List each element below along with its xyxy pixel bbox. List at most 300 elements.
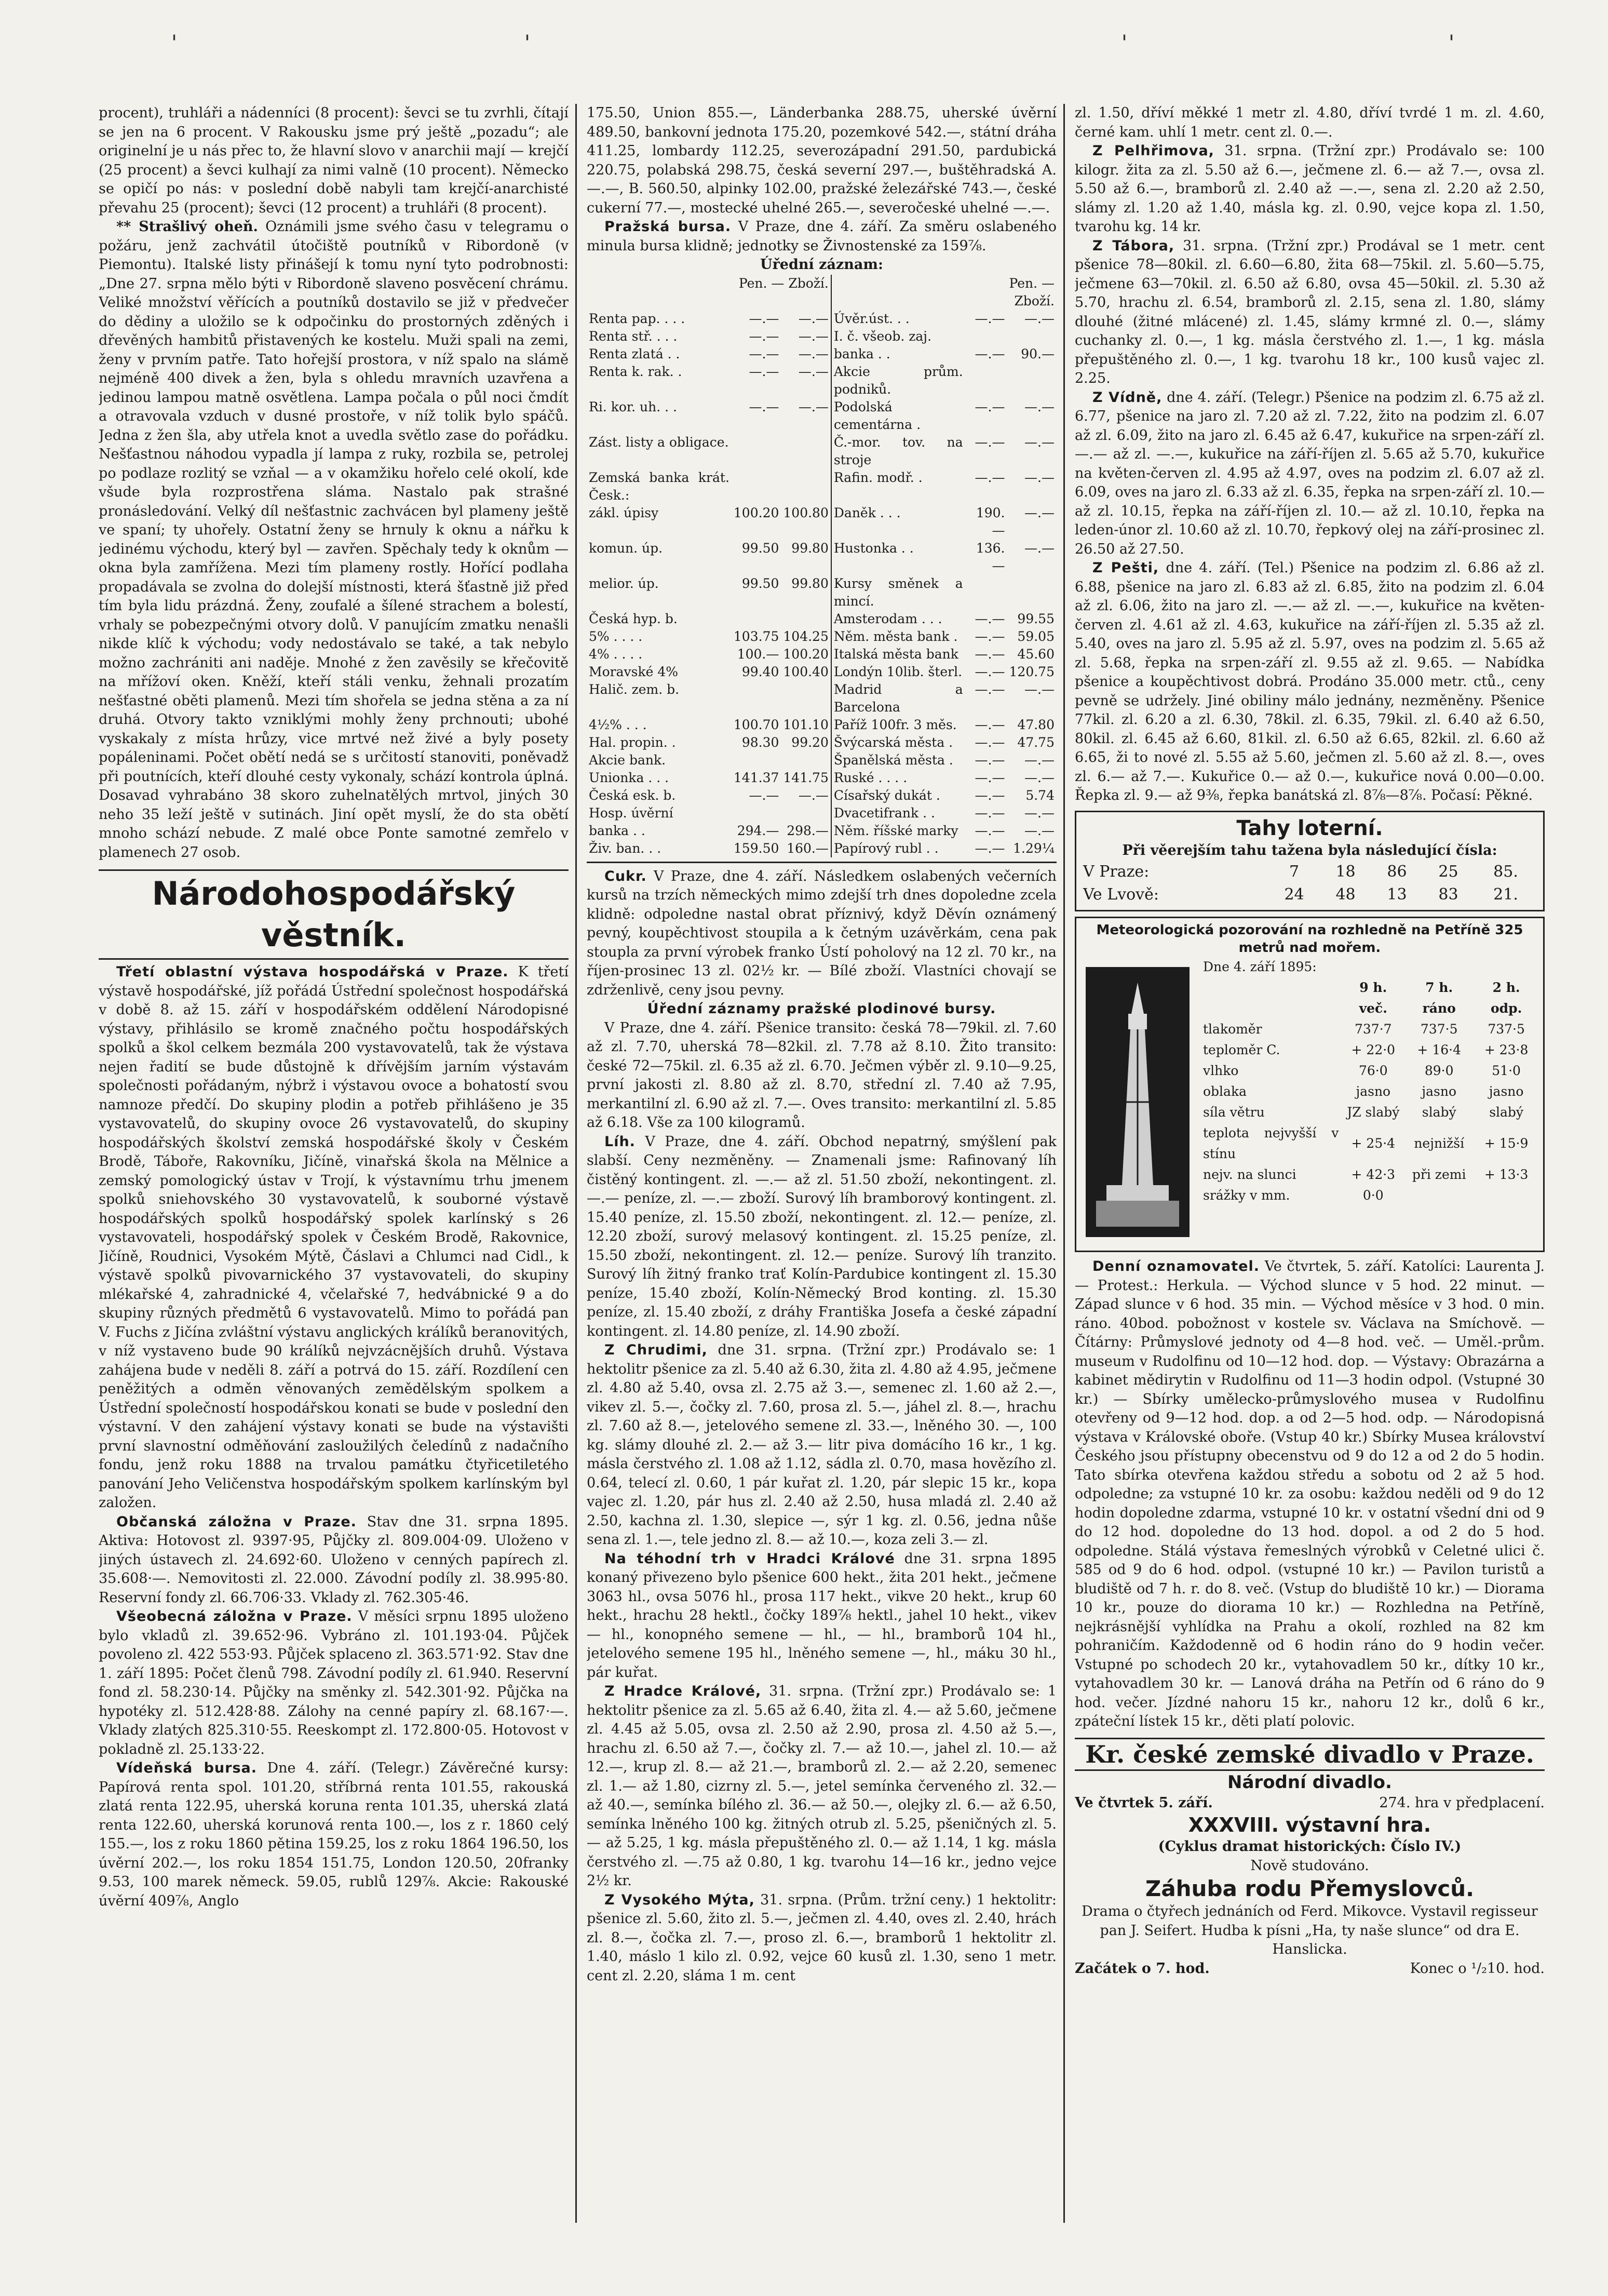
article-heading: Denní oznamovatel.: [1092, 1258, 1260, 1274]
theatre-note: Nově studováno.: [1250, 1857, 1369, 1874]
table-cell: 100.40: [783, 664, 829, 679]
table-row: [587, 628, 1057, 646]
meteo-value: 89·0: [1424, 1063, 1454, 1078]
meteo-label: tlakoměr: [1203, 1022, 1262, 1037]
table-cell: 294.—: [737, 823, 779, 838]
table-row: [587, 646, 1057, 663]
table-cell: —.—: [749, 311, 779, 326]
table-cell: —.—: [975, 752, 1005, 768]
table-cell: [965, 575, 1007, 610]
meteo-date: Dne 4. září 1895:: [1203, 959, 1317, 974]
table-cell: Hal. propin. .: [589, 734, 676, 750]
meteo-row: [1200, 1040, 1539, 1060]
theatre-date-row: [1075, 1794, 1545, 1813]
column-1: [99, 104, 569, 2223]
lottery-number: 21.: [1493, 885, 1518, 904]
table-cell: —.—: [975, 664, 1005, 679]
table-cell: Něm. města bank .: [831, 628, 965, 646]
table-cell: Kursy směnek a mincí.: [831, 575, 965, 610]
table-cell: —.—: [975, 805, 1005, 821]
article-text: Oznámili jsme svého času v telegramu o požáru, jenž zachvátil útočiště poutníků v Ribordoně (v Piemontu). Italské listy přinášejí k tomu nyní tyto podrobnosti: „Dne 27. srpna mělo býti v Ribordoně slaveno posvěcení chrámu. Veliké množství věřících a poutníků dostavilo se již v předvečer do dědiny a uložilo se k odpočinku do prostorných zděných i dřevěných hambitů přistavených ke kostelu. Muži spali na zemi, ženy v prvním patře. Tato hořejší prostora, v níž spalo na slámě nejméně 400 divek a žen, byla s ohledu mravních uzavřena a jedinou lampou matně osvětlena. Lampa počala o půl noci čmdít a otravovala vzduch v dusné prostoře, v níž tolik bylo spáčů. Jedna z žen šla, aby utřela knot a uvedla světlo zase do pořádku. Nešťastnou náhodou vypadla jí lampa z ruky, rozbila se, petrolej po podlaze rozlitý se vzňal — a v okamžiku hořelo celé okolí, kde všude byla rozprostřena sláma. Nastalo pak strašné pronásledování. Velký díl nešťastnic zachvácen byl plameny ještě ve spaní; ty uhořely. Ostatní ženy se hrnuly k oknu a nářku k jedinému východu, který byl — zavřen. Spěchaly tedy k oknům — okna byla zamřížena. Mezi tím plameny rostly. Hořící podlaha propadávala se zvolna do dolejší místnosti, která šťastně již před tím byla lidu prázdná. Ženy, zoufalé a šílené strachem a bolestí, vrhaly se pobezpečnými otvory dolů. V panujícím zmatku nenašli nikde klíč k východu; vody nedostávalo se také, a tak nebylo možno zachrániti ani naděje. Mnohé z žen zavěsily se křečovitě na mřížoví oken. Kněží, kteří stáli venku, žehnali prozatím nešťastné oběti plamenů. Mezi tím shořela se jedna stěna a za ní druhá. Otvory takto vzniklými mohly ženy prchnouti; ubohé vyskakaly z místa hrůzy, vice mrtvé než živé a byly posety popáleninami. Počet obětí nedá se s určitostí stanoviti, poněvadž při poutnících, kteří dlouhé cesty vykonaly, schází kontrola úplná. Dosavad vyhrabáno 38 skoro zuhelnatělých mrtvol, jiných 30 neho 35 leží ještě v sutinách. Jiní opět myslí, že do sta obětí mnoho schází nebude. Z malé obce Ponte samotné zemřelo v plamenech 27 osob.: [99, 219, 569, 861]
theatre-end: Konec o ¹/₂10. hod.: [1410, 1960, 1545, 1977]
table-cell: Švýcarská města .: [831, 734, 965, 751]
table-cell: —.—: [975, 681, 1005, 697]
divider: [587, 862, 1057, 863]
article-paragraph: [1075, 559, 1545, 805]
table-cell: Renta pap. . . .: [589, 311, 685, 326]
table-row: [587, 751, 1057, 769]
table-cell: —.—: [975, 628, 1005, 644]
table-cell: [781, 469, 831, 504]
table-cell: 103.75: [733, 628, 779, 644]
article-text: V Praze, dne 4. září. Obchod nepatrný, smýšlení pak slabší. Ceny nezměněny. — Znamenali jsme: Rafinovaný líh čistěný kontingent. zl. —.— až zl. 51.50 zboží, nekontingent. zl. —.— peníze, zl. —.— zboží. Surový líh bramborový kontingent. zl. 15.40 peníze, zl. 15.50 zboží, nekontingent. zl. 12.— peníze, zl. 12.20 zboží, surový melasový kontingent. zl. 15.25 peníze, zl. 15.50 zboží, nekontingent. zl. 12.— peníze. Surový líh tranzito. Surový líh žitný franko trať Kolín-Pardubice kontingent zl. 15.30 peníze, 15.40 zboží, Kolín-Německý Brod konting. zl. 15.30 peníze, zl. 15.40 zboží, z dráhy Františka Josefa a české západní kontingent. zl. 14.80 peníze, zl. 14.90 zboží.: [587, 1133, 1057, 1339]
table-cell: 99.20: [791, 734, 829, 750]
table-cell: 47.75: [1017, 734, 1055, 750]
article-heading: Z Vysokého Mýta,: [604, 1891, 755, 1908]
meteo-row: [1200, 1081, 1539, 1102]
table-cell: Ri. kor. uh. . .: [589, 399, 677, 414]
table-cell: —.—: [798, 311, 829, 326]
table-cell: —.—: [1024, 681, 1055, 697]
article-paragraph: [1075, 237, 1545, 388]
meteo-value: 76·0: [1358, 1063, 1388, 1078]
table-cell: 100.70: [733, 717, 779, 732]
column-3: [1075, 104, 1545, 2223]
table-cell: 5.74: [1025, 787, 1055, 803]
article-text: dne 4. září. (Telegr.) Pšenice na podzim zl. 6.75 až zl. 6.77, pšenice na jaro zl. 7.20 až zl. 7.22, žito na podzim zl. 6.07 až zl. 6.09, žito na jaro zl. 6.45 až 6.47, kukuřice na srpen-září zl. —.— až zl. —.—, kukuřice na září-říjen zl. 5.65 až 5.70, kukuřice na květen-červen zl. 4.95 až 4.97, oves na podzim zl. 6.07 až zl. 6.09, oves na jaro zl. 6.33 až zl. 6.35, řepka na srpen-září zl. 10.— až zl. 10.15, řepka na září-říjen zl. 10.— až zl. 10.10, řepka na leden-únor zl. 10.60 až zl. 10.70, řepkový olej na září-prosinec zl. 26.50 až 27.50.: [1075, 389, 1545, 557]
lottery-row: [1083, 861, 1537, 883]
article-text: K třetí výstavě hospodářské, jíž pořádá Ústřední společnost hospodářská v době 8. až 15. září v hospodářském oddělení Národopisné výstavy, přihlásilo se kromě značného počtu hospodářských spolků a škol celkem bezmála 200 vystavovatelů, tak že výstava nejen řadití se bude důstojně k dřívějším jarním výstavám společnosti pořádaným, nýbrž i výstavou ovoce a bohatostí svou namnoze předčí. Do skupiny plodin a potřeb přihlášeno je 35 vystavovatelů, do skupiny ovoce 26 vystavovatelů, do skupiny hospodářských školství zemská hospodářské školy v Českém Brodě, Táboře, Rakovníku, Jičíně, vinařská škola na Mělnice a zemský pomologický ústav v Trojí, k výstavnímu trhu jmenem spolků sniehovského 30 vystavovatelů, k souborné výstavě hospodářských spolků hospodářský spolek karlínský s 26 vystavovateli, hospodářský spolek v Českém Brodě, Rakovnice, Jičíně, Roudnici, Vysokém Mýtě, Čáslavi a Chlumci nad Cidl., k výstavě spolků pivovarnického 37 vystavovateli, do skupiny mlékařské 4, zahradnické 4, včelařské 7, hedvábnické 9 a do skupiny různých předmětů 6 vystavovatelů. Mimo to pořádá pan V. Fuchs z Jičína zvláštní výstavu anglických králíků beranovitých, v níž vystaveno bude 90 králíků nejvzácnějších druhů. Výstava zahájena bude v neděli 8. září a potrvá do 15. září. Rozdílení cen peněžitých a odměn věnovaných zemědělským spolkem a Ústřední společností hospodářskou konati se bude v poslední den výstavní. V den zahájení výstavy konati se bude na výstavišti první slavnostní odměňování zasloužilých čeledínů z nadačního fondu, jenž roku 1888 na trvalou památku čtyřicetiletého panování Jeho Veličenstva hospodářským spolkem karlínským byl založen.: [99, 964, 569, 1511]
table-cell: 100.—: [737, 646, 779, 662]
top-mark-4: ': [1449, 31, 1454, 55]
theatre-show: XXXVIII. výstavní hra.: [1188, 1814, 1431, 1836]
table-cell: Něm. říšské marky: [831, 822, 965, 840]
meteo-value: + 42·3: [1351, 1167, 1396, 1182]
meteo-label: síla větru: [1203, 1105, 1265, 1120]
table-cell: Španělská města .: [831, 751, 965, 769]
table-cell: —.—: [975, 787, 1005, 803]
top-mark-1: ': [171, 31, 177, 55]
table-cell: —.—: [975, 734, 1005, 750]
meteo-row: [1200, 1019, 1539, 1040]
article-paragraph: [99, 1513, 569, 1608]
article-text: 31. srpna. (Tržní zpr.) Prodávalo se: 1 hektolitr pšenice za zl. 5.65 až 6.40, žita zl. 4.— až 5.60, ječmene zl. 4.45 až 5.05, ovsa zl. 2.50 až 2.90, prosa zl. 4.50 až 5.—, hrachu zl. 6.50 až 7.—, čočky zl. 7.— až 10.—, jahel zl. 10.— až 12.—, krup zl. 8.— až 21.—, bramborů zl. 2.— až 2.20, semenec zl. 1.— až 1.80, cizrny zl. 5.—, jetel semínka červeného zl. 32.— až 40.—, semínka bílého zl. 36.— až 50.—, olejky zl. 6.— až 6.50, semínka lněného 100 kg. žitných otrub zl. 5.25, pšeničných zl. 5.— až 5.25, 1 kg. másla přepuštěného zl. 0.— až 1.14, 1 kg. másla čerstvého zl. —.75 až 0.80, 1 kg. tvarohu 14—16 kr., jedno vejce 2½ kr.: [587, 1683, 1057, 1889]
table-cell: 101.10: [783, 717, 829, 732]
table-cell: Česká esk. b.: [589, 787, 676, 803]
lottery-title: Tahy loterní.: [1236, 816, 1383, 840]
article-paragraph: [99, 1759, 569, 1911]
meteo-label: srážky v mm.: [1203, 1188, 1290, 1203]
table-cell: 98.30: [741, 734, 779, 750]
meteo-value: JZ slabý: [1347, 1105, 1400, 1120]
table-cell: —.—: [975, 434, 1005, 450]
table-cell: —.—: [749, 399, 779, 414]
table-row: [587, 504, 1057, 540]
article-paragraph: [1075, 142, 1545, 237]
lottery-city: V Praze:: [1083, 863, 1150, 881]
table-cell: Akcie prům. podniků.: [831, 363, 965, 398]
table-cell: [1007, 328, 1057, 345]
meteo-row: [1200, 1060, 1539, 1081]
meteo-value: + 13·3: [1484, 1167, 1529, 1182]
table-cell: Amsterodam . . .: [831, 610, 965, 628]
article-heading: Pražská bursa.: [604, 219, 732, 235]
meteo-label: teploměr C.: [1203, 1042, 1280, 1057]
article-text: procent), truhláři a nádenníci (8 procent): ševci se tu zvrhli, čítají se jen na 6 procent. V Rakousku jsme prý ještě „pozadu“; ale originelní je u nás přec to, že hlavní slovo v anarchii mají — krejčí (25 procent) a ševci kulhají za nimi valně (10 procent). Německo se opičí po nás: v poslední době nabyli tam krejčí-anarchisté převahu 25 (procent); ševci (12 procent) a truhláři (8 procent).: [99, 105, 569, 216]
lottery-row: [1083, 884, 1537, 906]
article-heading: Z Vídně,: [1092, 389, 1163, 406]
table-cell: 298.—: [787, 823, 829, 838]
table-cell: Paříž 100fr. 3 měs.: [831, 716, 965, 734]
table-cell: —.—: [975, 469, 1005, 485]
table-cell: [965, 328, 1007, 345]
top-mark-2: ': [524, 31, 530, 55]
newspaper-page: [99, 104, 1547, 2223]
table-cell: Ruské . . . .: [831, 769, 965, 787]
table-row: [587, 787, 1057, 804]
table-row: [587, 769, 1057, 787]
table-cell: 100.20: [783, 646, 829, 662]
table-cell: Halič. zem. b.: [589, 681, 680, 697]
article-text: V Praze, dne 4. září. Pšenice transito: česká 78—79kil. zl. 7.60 až zl. 7.70, uherská 78—82kil. zl. 7.78 až 8.10. Žito transito: české 72—75kil. zl. 6.35 až zl. 6.70. Ječmen výběr zl. 9.10—9.25, první jakosti zl. 8.80 až zl. 8.70, střední zl. 7.40 až 7.95, merkantilní zl. 6.90 až zl. 7.—. Oves transito: merkantilní zl. 5.85 až 6.18. Vše za 100 kilogramů.: [587, 1019, 1057, 1131]
table-header: Pen. — Zboží.: [1009, 275, 1055, 308]
table-row: [587, 345, 1057, 363]
table-cell: —.—: [975, 311, 1005, 326]
meteo-value: + 15·9: [1484, 1136, 1529, 1151]
table-cell: —.—: [749, 328, 779, 344]
article-paragraph: [587, 1341, 1057, 1550]
table-cell: —.—: [1024, 540, 1055, 556]
table-cell: I. č. všeob. zaj.: [831, 328, 965, 345]
meteo-value: jasno: [1422, 1084, 1457, 1099]
table-cell: Česká hyp. b.: [589, 611, 678, 626]
meteo-row: [1200, 1123, 1539, 1164]
meteo-value: + 25·4: [1351, 1136, 1396, 1151]
table-cell: 5% . . . .: [589, 628, 643, 644]
table-cell: 141.75: [783, 770, 829, 785]
article-paragraph: [587, 867, 1057, 1000]
table-cell: —.—: [975, 346, 1005, 361]
meteo-value: 0·0: [1362, 1188, 1384, 1203]
article-paragraph: [1075, 388, 1545, 559]
table-cell: —.—: [975, 611, 1005, 626]
theatre-cycle: (Cyklus dramat historických: Číslo IV.): [1158, 1838, 1462, 1855]
table-row: [587, 734, 1057, 751]
lottery-number: 18: [1335, 863, 1356, 881]
table-cell: 99.80: [791, 540, 829, 556]
article-text: Dne 4. září. (Telegr.) Závěrečné kursy: Papírová renta spol. 101.20, stříbrná renta 101.55, rakouská zlatá renta 122.95, uherská koruna renta 101.35, uherská zlatá renta 122.60, uherská korunová renta 100.—, los z r. 1860 celý 155.—, los z roku 1860 pětina 159.25, los z roku 1864 196.50, los úvěrní 202.—, los roku 1854 151.75, London 120.50, 20franky 9.53, 100 marek německ. 59.05, rublů 129⅞. Akcie: Rakouské úvěrní 409⅞, Anglo: [99, 1760, 569, 1909]
meteo-value: nejnižší: [1414, 1136, 1465, 1151]
table-cell: 100.20: [733, 505, 779, 520]
table-row: [587, 540, 1057, 575]
article-text: 31. srpna. (Prům. tržní ceny.) 1 hektolitr: pšenice zl. 5.60, žito zl. 5.—, ječmen zl. 4.40, oves zl. 2.40, hrách zl. 8.—, čočka zl. 7.—, proso zl. 6.—, bramborů 1 hektolitr zl. 1.40, máslo 1 kilo zl. 0.92, vejce 60 kusů zl. 1.30, seno 1 metr. cent zl. 2.20, sláma 1 m. cent: [587, 1891, 1057, 1984]
table-cell: —.—: [1024, 311, 1055, 326]
table-cell: Rafin. modř. .: [831, 469, 965, 504]
table-cell: Unionka . . .: [589, 770, 669, 785]
meteo-label: nejv. na slunci: [1203, 1167, 1296, 1182]
table-row: [587, 663, 1057, 681]
article-text: V Praze, dne 4. září. Za směru oslabeného minula bursa klidně; jednotky se Živnostenské za 159⅞.: [587, 219, 1057, 254]
lottery-number: 13: [1387, 885, 1407, 904]
table-cell: —.—: [975, 770, 1005, 785]
article-heading: Úřední záznamy pražské plodinové bursy.: [647, 1001, 996, 1017]
table-cell: 99.80: [791, 575, 829, 591]
meteo-value: 737·7: [1355, 1022, 1392, 1037]
table-cell: Úvěr.úst. . .: [831, 310, 965, 328]
article-paragraph: [99, 218, 569, 862]
table-cell: —.—: [1024, 399, 1055, 414]
meteo-box: [1075, 917, 1545, 1252]
article-paragraph: [587, 1682, 1057, 1891]
article-heading: Třetí oblastní výstava hospodářská v Praze.: [116, 964, 509, 980]
lottery-number: 85.: [1493, 863, 1518, 881]
table-cell: —.—: [1024, 434, 1055, 450]
table-cell: [732, 681, 781, 716]
meteo-header-row: [1200, 977, 1539, 1019]
table-cell: [965, 363, 1007, 398]
table-cell: [781, 751, 831, 769]
table-cell: komun. úp.: [589, 540, 663, 556]
table-row: [587, 434, 1057, 469]
table-row: [587, 310, 1057, 328]
column-rule: [1063, 104, 1065, 2223]
meteo-value: při zemi: [1412, 1167, 1466, 1182]
table-cell: Dvacetifrank . .: [831, 804, 965, 822]
article-text: Stav dne 31. srpna 1895. Aktiva: Hotovost zl. 9397·95, Půjčky zl. 809.004·09. Uloženo v jiných ústavech zl. 24.692·60. Uloženo v cenných papírech zl. 35.608·—. Nemovitosti zl. 22.000. Závodní podíly zl. 38.995·80. Reservní fondy zl. 66.706·33. Vklady zl. 762.305·46.: [99, 1513, 569, 1606]
meteo-value: [1404, 1185, 1474, 1206]
table-cell: —.—: [975, 823, 1005, 838]
article-text: dne 31. srpna. (Tržní zpr.) Prodávalo se: 1 hektolitr pšenice za zl. 5.40 až 6.30, žita zl. 4.80 až 4.95, ječmene zl. 4.80 až 5.40, ovsa zl. 2.75 až 3.—, semenec zl. 1.60 až 2.—, vikev zl. 5.—, čočky zl. 7.60, prosa zl. 5.—, jáhel zl. 8.—, hrachu zl. 7.60 až 8.—, jetelového semene zl. 33.—, lněného 30. —, 100 kg. slámy dlouhé zl. 2.— až 3.— litr piva domácího 16 kr., 1 kg. másla čerstvého zl. 1.08 až 1.12, sádla zl. 0.70, masa hovězího zl. 0.64, telecí zl. 0.60, 1 pár kuřat zl. 1.20, pár slepic 15 kr., kopa vajec zl. 1.20, pár hus zl. 2.40 až 2.50, husa mladá zl. 2.40 až 2.50, kachna zl. 1.30, slepice —, sýr 1 kg. zl. 0.56, jedna nůše sena zl. 1.—, tele jedno zl. 8.— až 10.—, koza zeli 3.— zl.: [587, 1342, 1057, 1548]
table-cell: melior. úp.: [589, 575, 659, 591]
table-cell: 1.29¼: [1013, 840, 1055, 856]
table-cell: —.—: [1024, 752, 1055, 768]
meteo-value: slabý: [1422, 1105, 1456, 1120]
table-cell: [781, 804, 831, 822]
article-text: Ve čtvrtek, 5. září. Katolíci: Laurenta J. — Protest.: Herkula. — Východ slunce v 5 hod. 22 minut. — Západ slunce v 6 hod. 35 min. — Východ měsíce v 3 hod. 0 min. ráno. 40bod. pobožnost v kostele sv. Václava na Smíchově. — Čítárny: Průmyslové jednoty od 4—8 hod. več. — Uměl.-prům. museum v Rudolfinu od 10—12 hod. dop. — Výstavy: Obrazárna a kabinet mědirytin v Rudolfinu od 11—3 hodin odpol. (Vstupné 30 kr.) — Sbírky umělecko-průmyslového musea v Rudolfinu otevřeny od 9—12 hod. dop. a od 2—5 hod. odp. — Národopisná výstava v Královské oboře. (Vstup 40 kr.) Sbírky Musea království Českého jsou přístupny obecenstvu od 9 do 12 a od 2 do 5 hodin. Tato sbírka otevřena každou středu a sobotu od 2 až 5 hod. odpoledne; za vstupné 10 kr. za osobu: každou neděli od 9 do 12 hodin dopoledne zdarma, vstupné 10 kr. v ostatní všední dni od 9 do 12 hod. dopoledne do 13 hod. dopol. a od 2 do 5 hod. odpoledne. Stálá výstava řemeslných výrobků v Celetné ulici č. 585 od 9 do 6 hod. odpol. (vstupné 10 kr.) — Pavilon turistů a bludiště od 7 h. r. do 8. več. (Vstup do bludiště 10 kr.) — Diorama 10 kr., pouze do diorama 10 kr.) — Rozhledna na Petříně, nejkrásnější vyhlídka na Prahu a okolí, rozhled na 82 km pohraničím. Každodenně od 6 hodin ráno do 9 hodin večer. Vstupné po schodech 20 kr., vytahovadlem 50 kr., dítky 10 kr., vytahovadlem 30 kr. — Lanová dráha na Petřín od 6 ráno do 9 hod. večer. Jízdné nahoru 15 kr., nahoru 12 kr., dolů 6 kr., zpáteční lístek 15 kr., děti platí polovic.: [1075, 1258, 1545, 1729]
rozhledna-tower-illustration: [1086, 967, 1190, 1237]
table-cell: [1007, 363, 1057, 398]
lottery-number: 24: [1284, 885, 1304, 904]
meteo-value: [1474, 1185, 1539, 1206]
lottery-subtitle: Při věerejším tahu tažena byla následující čísla:: [1122, 842, 1497, 858]
table-cell: 45.60: [1017, 646, 1055, 662]
table-cell: Zemská banka krát. Česk.:: [589, 469, 729, 503]
theatre-description: Drama o čtyřech jednáních od Ferd. Mikovce. Vystavil regisseur pan J. Seifert. Hudba k písni „Ha, ty naše slunce“ od dra E. Hanslicka.: [1082, 1903, 1538, 1957]
table-cell: 90.—: [1021, 346, 1055, 361]
table-caption: Úřední záznam:: [760, 257, 883, 273]
table-cell: 4% . . . .: [589, 646, 643, 662]
meteo-label: teplota nejvyšší v stínu: [1203, 1125, 1339, 1161]
table-cell: —.—: [975, 840, 1005, 856]
table-row: [587, 840, 1057, 857]
lottery-number: 7: [1289, 863, 1300, 881]
table-cell: —.—: [1024, 823, 1055, 838]
table-cell: —.—: [975, 646, 1005, 662]
table-cell: Akcie bank.: [589, 752, 666, 768]
bourse-table: [587, 275, 1057, 857]
table-cell: [1007, 575, 1057, 610]
table-cell: 104.25: [783, 628, 829, 644]
table-cell: —.—: [975, 399, 1005, 414]
table-cell: Londýn 10lib. šterl.: [831, 663, 965, 681]
theatre-start: Začátek o 7. hod.: [1075, 1960, 1210, 1977]
table-row: [587, 716, 1057, 734]
column-rule: [575, 104, 577, 2223]
table-cell: zákl. úpisy: [589, 505, 659, 520]
table-cell: —.—: [975, 717, 1005, 732]
article-paragraph: [587, 1133, 1057, 1341]
table-cell: 99.40: [741, 664, 779, 679]
meteo-title: Meteorologická pozorování na rozhledně na Petříně 325 metrů nad mořem.: [1096, 922, 1523, 956]
table-row: [587, 398, 1057, 434]
meteo-body: [1080, 957, 1539, 1247]
meteo-label: vlhko: [1203, 1063, 1239, 1078]
table-cell: [732, 804, 781, 822]
table-cell: Hosp. úvěrní: [589, 805, 673, 821]
meteo-label: oblaka: [1203, 1084, 1247, 1099]
table-cell: banka . .: [831, 345, 965, 363]
table-cell: 141.37: [733, 770, 779, 785]
meteo-value: + 23·8: [1484, 1042, 1529, 1057]
table-row: [587, 804, 1057, 822]
article-heading: Všeobecná záložna v Praze.: [116, 1608, 353, 1624]
table-cell: —.—: [749, 346, 779, 361]
table-cell: 59.05: [1017, 628, 1055, 644]
column-2: [587, 104, 1057, 2223]
table-row: [587, 822, 1057, 840]
table-cell: Hustonka . .: [831, 540, 965, 575]
theatre-subscription: 274. hra v předplacení.: [1379, 1794, 1545, 1811]
theatre-subtitle: Národní divadlo.: [1227, 1771, 1392, 1793]
article-text: dne 4. září. (Tel.) Pšenice na podzim zl. 6.86 až zl. 6.88, pšenice na jaro zl. 6.83 až zl. 6.85, žito na podzim zl. 6.04 až zl. 6.06, žito na jaro zl. —.— až zl. —.—, kukuřice na květen-červen zl. 4.61 až zl. 4.63, kukuřice na září-říjen zl. 5.35 až zl. 5.40, oves na jaro zl. 5.95 až zl. 5.97, oves na podzim zl. 5.65 až zl. 5.68, řepka na srpen-září zl. 9.55 až zl. 9.65. — Nabídka pšenice a koupěchtivost dobrá. Prodáno 35.000 metr. ctů., ceny pevně se udržely. Jiné obiliny málo jednány, nezměněny. Pšenice 77kil. zl. 6.20 a zl. 6.30, 78kil. zl. 6.35, 79kil. zl. 6.40 až 6.50, 80kil. zl. 6.45 až 6.60, 81kil. zl. 6.50 až 6.65, 82kil. zl. 6.60 až 6.65, ži to nové zl. 5.55 až 5.60, ječmen zl. 5.60 až zl. 8.—, oves zl. 6.— až 7.—. Kukuřice 0.— až 0.—, kukuřice nová 0.00—0.00. Řepka zl. 9.— až 9⅜, řepka banátská zl. 8⅞—8⅞. Počasí: Pěkné.: [1075, 560, 1545, 803]
article-paragraph: [99, 1607, 569, 1759]
table-cell: 47.80: [1017, 717, 1055, 732]
table-cell: Podolská cementárna .: [831, 398, 965, 434]
table-cell: —.—: [798, 346, 829, 361]
article-text: 31. srpna. (Tržní zpr.) Prodával se 1 metr. cent pšenice 78—80kil. zl. 6.60—6.80, žita 68—75kil. zl. 5.60—5.75, ječmene 63—70kil. zl. 6.50 až 6.80, ovsa 45—50kil. zl. 5.30 až 5.70, hrachu zl. 6.54, bramborů zl. 2.15, sena zl. 1.80, slámy dlouhé (žitné mlácené) zl. 1.45, slámy krmné zl. 0.—, slámy cuchanky zl. 0.—, 1 kg. másla čerstvého zl. 1.—, 1 kg. másla přepuštěného zl. 0.—, 1 kg. tvarohu 18 kr., 100 kusů vajec zl. 2.25.: [1075, 237, 1545, 386]
table-row: [587, 681, 1057, 716]
meteo-header: 9 h. več.: [1359, 980, 1387, 1016]
table-cell: [781, 610, 831, 628]
table-cell: —.—: [749, 364, 779, 379]
meteo-header: 7 h. ráno: [1422, 980, 1456, 1016]
meteo-row: [1200, 1102, 1539, 1123]
meteo-header: 2 h. odp.: [1490, 980, 1522, 1016]
table-row: [587, 363, 1057, 398]
lottery-number: 86: [1387, 863, 1407, 881]
table-cell: —.—: [1024, 805, 1055, 821]
table-header-row: [587, 275, 1057, 310]
table-cell: 99.50: [741, 540, 779, 556]
table-cell: 159.50: [733, 840, 779, 856]
article-text: V měsíci srpnu 1895 uloženo bylo vkladů zl. 39.652·96. Vybráno zl. 101.193·04. Půjček povoleno zl. 422 553·93. Půjček splaceno zl. 363.571·92. Stav dne 1. září 1895: Počet členů 798. Závodní podíly zl. 61.940. Reservní fond zl. 58.230·14. Půjčky na směnky zl. 542.301·92. Půjčka na hypotéky zl. 512.428·88. Zálohy na cenné papíry zl. 68.167·—. Vklady zlatých 825.310·55. Reeskompt zl. 172.800·05. Hotovost v pokladně zl. 25.133·22.: [99, 1608, 569, 1757]
table-cell: [781, 681, 831, 716]
article-heading: Na téhodní trh v Hradci Králové: [604, 1550, 895, 1567]
top-mark-3: ': [1121, 31, 1127, 55]
article-paragraph: [99, 963, 569, 1513]
article-text: 175.50, Union 855.—, Länderbanka 288.75, uherské úvěrní 489.50, bankovní jednota 175.20, pozemkové 542.—, státní dráha 411.25, lombardy 112.25, severozápadní 291.50, pardubická 220.75, polabská 298.75, česká severní 297.—, buštěhradská A. —.—, B. 560.50, alpinky 102.00, pražské železářské 743.—, české cukerní 77.—, mostecké uhelné 265.—, severočeské uhelné —.—.: [587, 105, 1057, 216]
table-cell: 136.—: [976, 540, 1005, 573]
meteo-value: 737·5: [1420, 1022, 1458, 1037]
table-cell: Č.-mor. tov. na stroje: [831, 434, 965, 469]
table-cell: Renta k. rak. .: [589, 364, 682, 379]
article-paragraph: [587, 1550, 1057, 1683]
meteo-value: 51·0: [1492, 1063, 1521, 1078]
table-cell: —.—: [1024, 770, 1055, 785]
article-heading: Z Chrudimi,: [604, 1342, 708, 1358]
meteo-row: [1200, 1164, 1539, 1185]
table-cell: [732, 434, 781, 469]
table-cell: [781, 434, 831, 469]
table-cell: Madrid a Barcelona: [831, 681, 965, 716]
table-cell: —.—: [798, 328, 829, 344]
table-cell: Císařský dukát .: [831, 787, 965, 804]
article-heading: Cukr.: [604, 868, 647, 884]
meteo-value: 737·5: [1488, 1022, 1525, 1037]
table-cell: Renta zlatá . .: [589, 346, 680, 361]
article-text: dne 31. srpna 1895 konaný přivezeno bylo pšenice 600 hekt., žita 201 hekt., ječmene 3063 hl., ovsa 5076 hl., prosa 117 hekt., vikve 20 hekt., krup 60 hekt., hrachu 28 hektl., čočky 189⅞ hektl., jahel 10 hekt., vikev — hl., konopného semene — hl., — hl., bramborů 104 hl., jetelového semene 195 hl., lněného semene —, hl., máku 30 hl., pár kuřat.: [587, 1550, 1057, 1681]
table-cell: [732, 469, 781, 504]
theatre-title: Kr. české zemské divadlo v Praze.: [1075, 1738, 1545, 1771]
article-text: zl. 1.50, dříví měkké 1 metr zl. 4.80, dříví tvrdé 1 m. zl. 4.60, černé kam. uhlí 1 metr. cent zl. 0.—.: [1075, 105, 1545, 140]
theatre-date: Ve čtvrtek 5. září.: [1075, 1794, 1213, 1811]
table-cell: —.—: [798, 399, 829, 414]
meteo-value: jasno: [1356, 1084, 1391, 1099]
lottery-table: [1082, 860, 1538, 907]
lottery-box: [1075, 811, 1545, 912]
table-cell: 99.50: [741, 575, 779, 591]
table-cell: Živ. ban. . .: [589, 840, 661, 856]
table-cell: [732, 751, 781, 769]
table-cell: Zást. listy a obligace.: [589, 434, 729, 450]
table-cell: 120.75: [1009, 664, 1055, 679]
table-cell: —.—: [749, 787, 779, 803]
article-heading: Občanská záložna v Praze.: [116, 1513, 357, 1530]
article-heading: Z Pelhřimova,: [1092, 143, 1214, 159]
meteo-value: jasno: [1489, 1084, 1524, 1099]
article-paragraph: [587, 218, 1057, 256]
lottery-number: 25: [1438, 863, 1458, 881]
section-title: Národohospodářský věstník.: [99, 869, 569, 960]
meteo-table: [1200, 957, 1539, 1206]
table-cell: Moravské 4%: [589, 664, 679, 679]
table-row: [587, 469, 1057, 504]
meteo-row: [1200, 1185, 1539, 1206]
table-cell: 190.—: [976, 505, 1005, 538]
table-cell: Daněk . . .: [831, 504, 965, 540]
table-cell: banka . .: [589, 823, 645, 838]
lottery-number: 48: [1335, 885, 1356, 904]
table-cell: 99.55: [1017, 611, 1055, 626]
table-row: [587, 610, 1057, 628]
article-heading: ** Strašlivý oheň.: [116, 219, 258, 235]
table-cell: —.—: [798, 787, 829, 803]
meteo-value: slabý: [1489, 1105, 1524, 1120]
table-cell: 100.80: [783, 505, 829, 520]
meteo-value: + 22·0: [1351, 1042, 1396, 1057]
table-cell: —.—: [1024, 469, 1055, 485]
table-cell: Renta stř. . . .: [589, 328, 678, 344]
article-heading: Líh.: [604, 1133, 636, 1150]
article-paragraph: [587, 1891, 1057, 1986]
lottery-number: 83: [1438, 885, 1458, 904]
article-text: 31. srpna. (Tržní zpr.) Prodávalo se: 100 kilogr. žita za zl. 5.50 až 6.—, ječmene zl. 6.— až 7.—, ovsa zl. 5.50 až 6.—, bramborů zl. 2.40 až —.—, sena zl. 2.20 až 2.50, slámy zl. 1.20 až 1.40, másla kg. zl. 0.90, vejce kopa zl. 1.50, tvarohu kg. 14 kr.: [1075, 143, 1545, 235]
table-row: [587, 328, 1057, 345]
article-text: V Praze, dne 4. září. Následkem oslabených večerních kursů na trzích německých mimo zdejší trh dnes dopoledne zcela klidně: odpoledne nastal obrat příznivý, když Děvín oznámený pevný, koupěchtivost stoupila a k četným uzávěrkám, cena pak stoupla za první výrobek franko Ústí poholový na 12 zl. 70 kr., na říjen-prosinec 13 zl. 02½ kr. — Bílé zboží. Vlastníci chovají se zdrženlivě, ceny jsou pevny.: [587, 868, 1057, 998]
article-paragraph: [1075, 1257, 1545, 1731]
article-heading: Z Pešti,: [1092, 560, 1159, 576]
article-heading: Z Hradce Králové,: [604, 1683, 762, 1699]
